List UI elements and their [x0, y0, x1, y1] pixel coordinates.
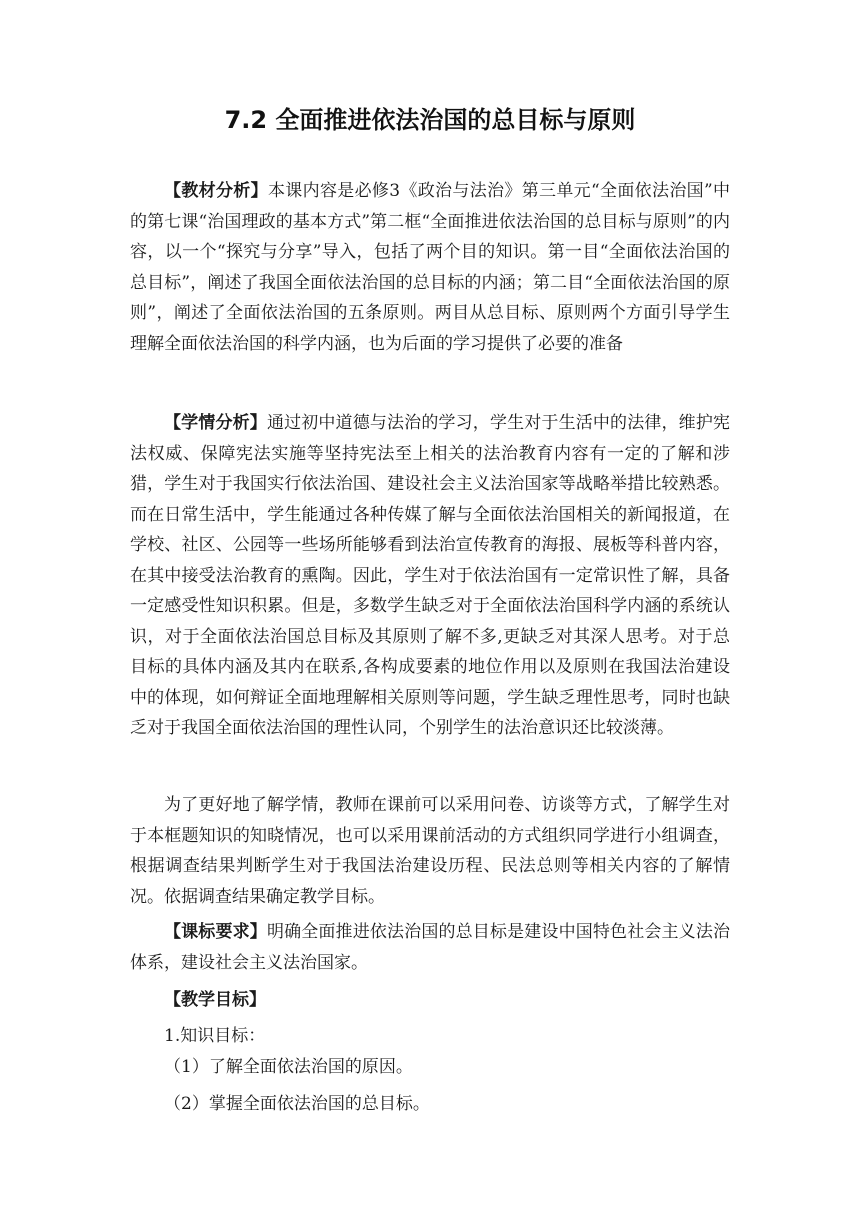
section-body: 通过初中道德与法治的学习，学生对于生活中的法律，维护宪法权威、保障宪法实施等坚持宪法至上相关的法治教育内容有一定的了解和涉猎，学生对于我国实行依法治国、建设社会主义法治国家等战略举措比较熟悉。而在日常生活中，学生能通过各种传媒了解与全面依法治国相关的新闻报道，在学校、社区、公园等一些场所能够看到法治宣传教育的海报、展板等科普内容，在其中接受法治教育的熏陶。因此，学生对于依法治国有一定常识性了解，具备一定感受性知识积累。但是，多数学生缺乏对于全面依法治国科学内涵的系统认识，对于全面依法治国总目标及其原则了解不多,更缺乏对其深人思考。对于总目标的具体内涵及其内在联系,各构成要素的地位作用以及原则在我国法治建设中的体现，如何辩证全面地理解相关原则等问题，学生缺乏理性思考，同时也缺乏对于我国全面依法治国的理性认同，个别学生的法治意识还比较淡薄。	[130, 413, 730, 738]
knowledge-objective-label: 1.知识目标：	[164, 1026, 266, 1046]
section-body: 本课内容是必修3《政治与法治》第三单元“全面依法治国”中的第七课“治国理政的基本方式”第二框“全面推进依法治国的总目标与原则”的内容，以一个“探究与分享”导入，包括了两个目的知识。第一目“全面依法治国的总目标”，阐述了我国全面依法治国的总目标的内涵；第二目“全面依法治国的原则”，阐述了全面依法治国的五条原则。两目从总目标、原则两个方面引导学生理解全面依法治国的科学内涵，也为后面的学习提供了必要的准备	[130, 181, 730, 354]
teaching-objectives-heading: 【教学目标】	[164, 990, 266, 1010]
curriculum-requirement-paragraph	[130, 917, 730, 978]
document-title: 7.2 全面推进依法治国的总目标与原则	[224, 106, 636, 134]
objective-item: （2）掌握全面依法治国的总目标。	[164, 1094, 430, 1114]
textbook-analysis-paragraph	[130, 176, 730, 359]
section-heading: 【学情分析】	[164, 413, 267, 433]
section-heading: 【课标要求】	[164, 922, 267, 942]
section-heading: 【教材分析】	[164, 181, 268, 201]
student-analysis-paragraph	[130, 408, 730, 744]
student-survey-paragraph	[130, 790, 730, 912]
objective-item: （1）了解全面依法治国的原因。	[164, 1057, 413, 1077]
section-body: 为了更好地了解学情，教师在课前可以采用问卷、访谈等方式，了解学生对于本框题知识的知晓情况，也可以采用课前活动的方式组织同学进行小组调查，根据调查结果判断学生对于我国法治建设历程、民法总则等相关内容的了解情况。依据调查结果确定教学目标。	[130, 795, 730, 907]
section-body: 明确全面推进依法治国的总目标是建设中国特色社会主义法治体系，建设社会主义法治国家。	[130, 922, 730, 973]
